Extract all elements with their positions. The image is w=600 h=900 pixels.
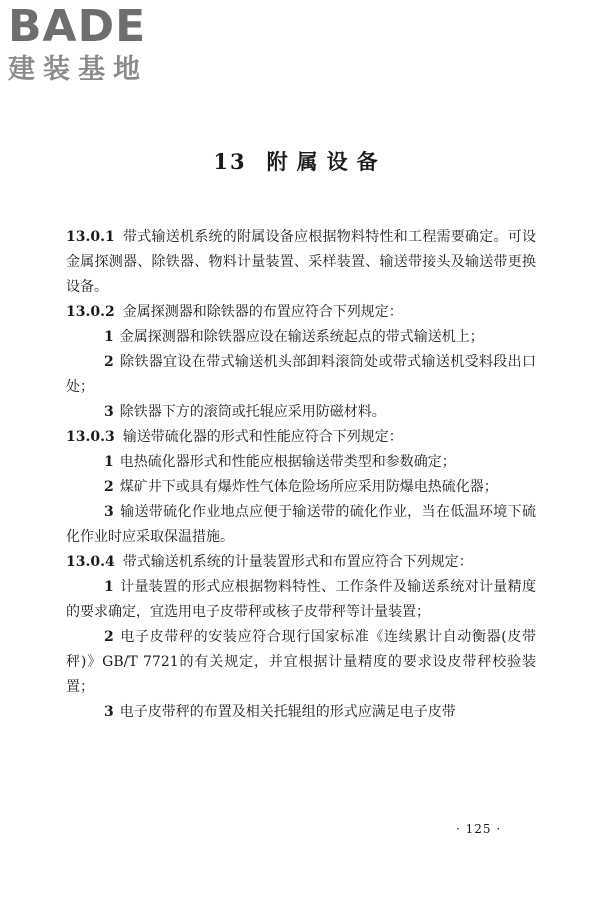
list-item	[66, 325, 536, 350]
item-text: 输送带硫化作业地点应便于输送带的硫化作业，当在低温环境下硫化作业时应采取保温措施。	[66, 504, 536, 545]
chapter-number: 13	[213, 149, 247, 174]
chapter-name: 附属设备	[266, 149, 387, 174]
item-text: 除铁器下方的滚筒或托辊应采用防磁材料。	[119, 404, 386, 420]
clause-number: 13.0.4	[66, 554, 115, 570]
list-item	[66, 475, 536, 500]
item-text: 电热硫化器形式和性能应根据输送带类型和参数确定；	[119, 454, 456, 470]
item-number: 3	[104, 404, 114, 420]
list-item	[66, 400, 536, 425]
list-item	[66, 350, 536, 400]
item-number: 3	[104, 704, 114, 720]
item-number: 2	[104, 479, 114, 495]
clause-paragraph	[66, 300, 536, 325]
item-text: 煤矿井下或具有爆炸性气体危险场所应采用防爆电热硫化器；	[119, 479, 498, 495]
clause-number: 13.0.2	[66, 304, 115, 320]
logo	[8, 1, 178, 88]
clause-number: 13.0.3	[66, 429, 115, 445]
list-item	[66, 625, 536, 700]
item-number: 2	[104, 629, 114, 645]
item-text: 计量装置的形式应根据物料特性、工作条件及输送系统对计量精度的要求确定，宜选用电子皮带秤或核子皮带秤等计量装置；	[66, 579, 536, 620]
page-body	[66, 225, 536, 725]
item-text: 除铁器宜设在带式输送机头部卸料滚筒处或带式输送机受料段出口处；	[66, 354, 536, 395]
logo-wordmark: BADE	[8, 1, 147, 52]
clause-text: 金属探测器和除铁器的布置应符合下列规定：	[122, 304, 403, 320]
item-number: 2	[104, 354, 114, 370]
item-text: 电子皮带秤的安装应符合现行国家标准《连续累计自动衡器(皮带秤)》GB/T 7721的有关规定，并宜根据计量精度的要求设皮带秤校验装置；	[66, 629, 536, 695]
list-item	[66, 575, 536, 625]
logo-subtitle: 建装基地	[8, 54, 148, 85]
item-number: 1	[104, 329, 114, 345]
clause-paragraph	[66, 550, 536, 575]
clause-paragraph	[66, 425, 536, 450]
item-number: 1	[104, 454, 114, 470]
item-text: 电子皮带秤的布置及相关托辊组的形式应满足电子皮带	[119, 704, 456, 720]
item-number: 1	[104, 579, 114, 595]
clause-number: 13.0.1	[66, 229, 115, 245]
item-number: 3	[104, 504, 114, 520]
clause-text: 带式输送机系统的计量装置形式和布置应符合下列规定：	[122, 554, 473, 570]
item-text: 金属探测器和除铁器应设在输送系统起点的带式输送机上；	[119, 329, 484, 345]
clause-text: 带式输送机系统的附属设备应根据物料特性和工程需要确定。可设金属探测器、除铁器、物料计量装置、采样装置、输送带接头及输送带更换设备。	[66, 229, 536, 295]
list-item	[66, 500, 536, 550]
clause-text: 输送带硫化器的形式和性能应符合下列规定：	[122, 429, 403, 445]
clause-paragraph	[66, 225, 536, 300]
chapter-title	[0, 146, 600, 176]
page-number: · 125 ·	[456, 822, 502, 836]
list-item	[66, 700, 536, 725]
list-item	[66, 450, 536, 475]
